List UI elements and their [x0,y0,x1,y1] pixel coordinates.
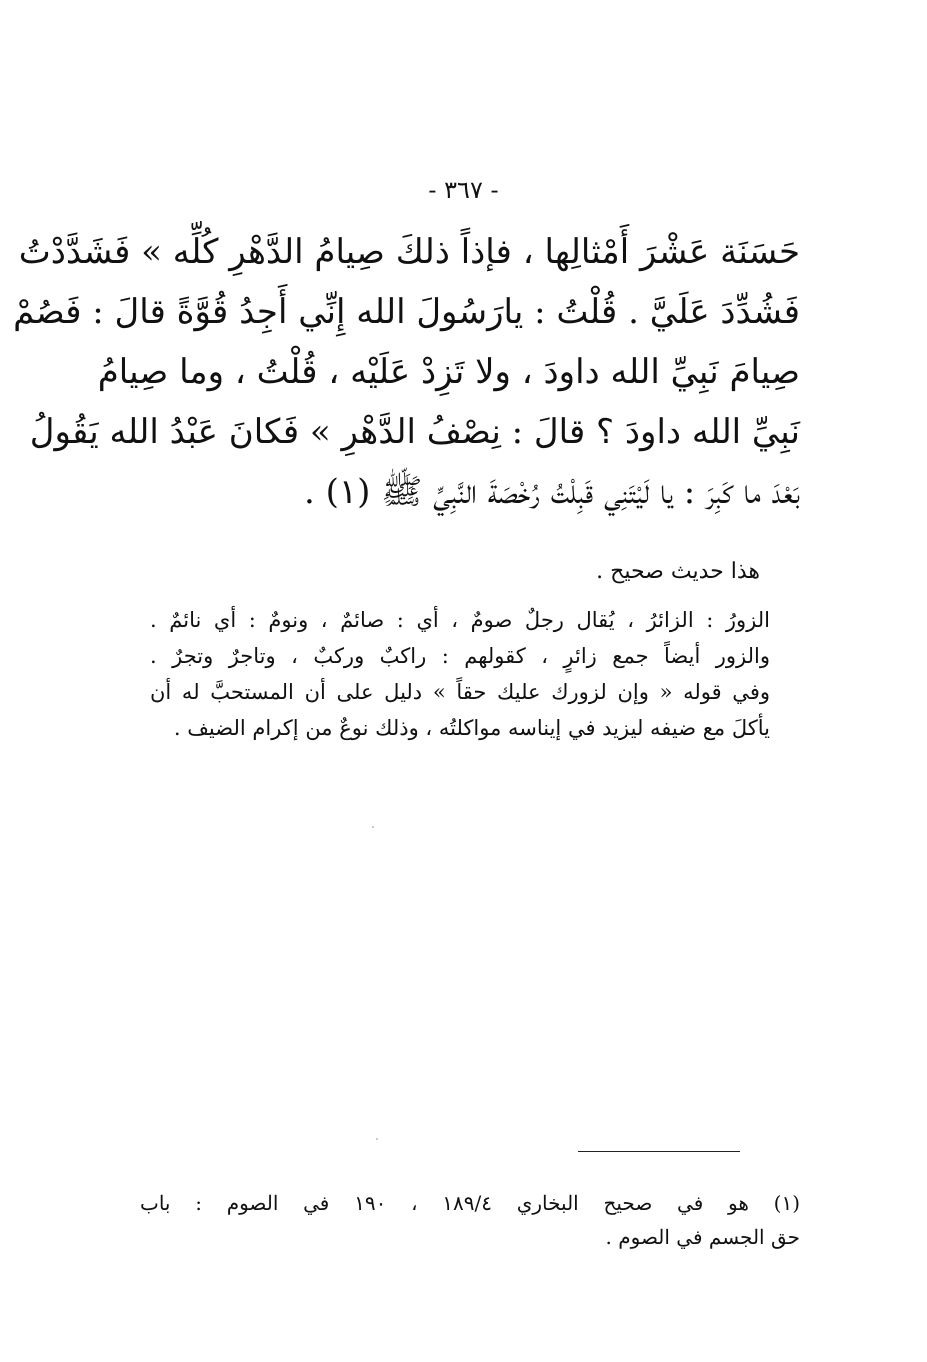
hadith-grade: هذا حديث صحيح . [596,559,760,584]
page-number: - ٣٦٧ - [428,176,499,204]
hadith-line: نَبِيِّ الله داودَ ؟ قالَ : نِصْفُ الدَّهْرِ » فَكانَ عَبْدُ الله يَقُولُ [29,412,800,452]
hadith-text [13,222,800,522]
footnote-divider [578,1151,740,1152]
hadith-line: صِيامَ نَبِيِّ الله داودَ ، ولا تَزِدْ عَلَيْه ، قُلْتُ ، وما صِيامُ [97,352,800,392]
scan-speck [376,1138,378,1140]
footnote [140,1186,800,1254]
commentary-line: يأكلَ مع ضيفه ليزيد في إيناسه مواكلتُه ، وذلك نوعٌ من إكرام الضيف . [173,716,770,740]
commentary-line: والزور أيضاً جمع زائرٍ ، كقولهم : راكبٌ وركبٌ ، وتاجرٌ وتجرٌ . [150,644,770,668]
footnote-line: (١) هو في صحيح البخاري ١٨٩/٤ ، ١٩٠ في الصوم : باب [140,1191,800,1215]
commentary-line: الزورُ : الزائرُ ، يُقال رجلٌ صومٌ ، أي : صائمٌ ، ونومٌ : أي نائمٌ . [150,608,770,632]
footnote-line: حق الجسم في الصوم . [605,1225,800,1249]
hadith-line: حَسَنَة عَشْرَ أَمْثالِها ، فإذاً ذلكَ صِيامُ الدَّهْرِ كُلِّه » فَشَدَّدْتُ [18,232,800,272]
hadith-line: فَشُدِّدَ عَلَيَّ . قُلْتُ : يارَسُولَ الله إِنِّي أَجِدُ قُوَّةً قالَ : فَصُمْ [13,292,800,332]
scan-speck [372,826,374,828]
commentary-line: وفي قوله « وإن لزورك عليك حقاً » دليل على أن المستحبَّ له أن [150,680,770,704]
commentary [150,602,770,746]
hadith-line: بَعْدَ ما كَبِرَ : يا لَيْتَنِي قَبِلْتُ رُخْصَةَ النَّبِيِّ ﷺ (١) . [303,472,800,512]
